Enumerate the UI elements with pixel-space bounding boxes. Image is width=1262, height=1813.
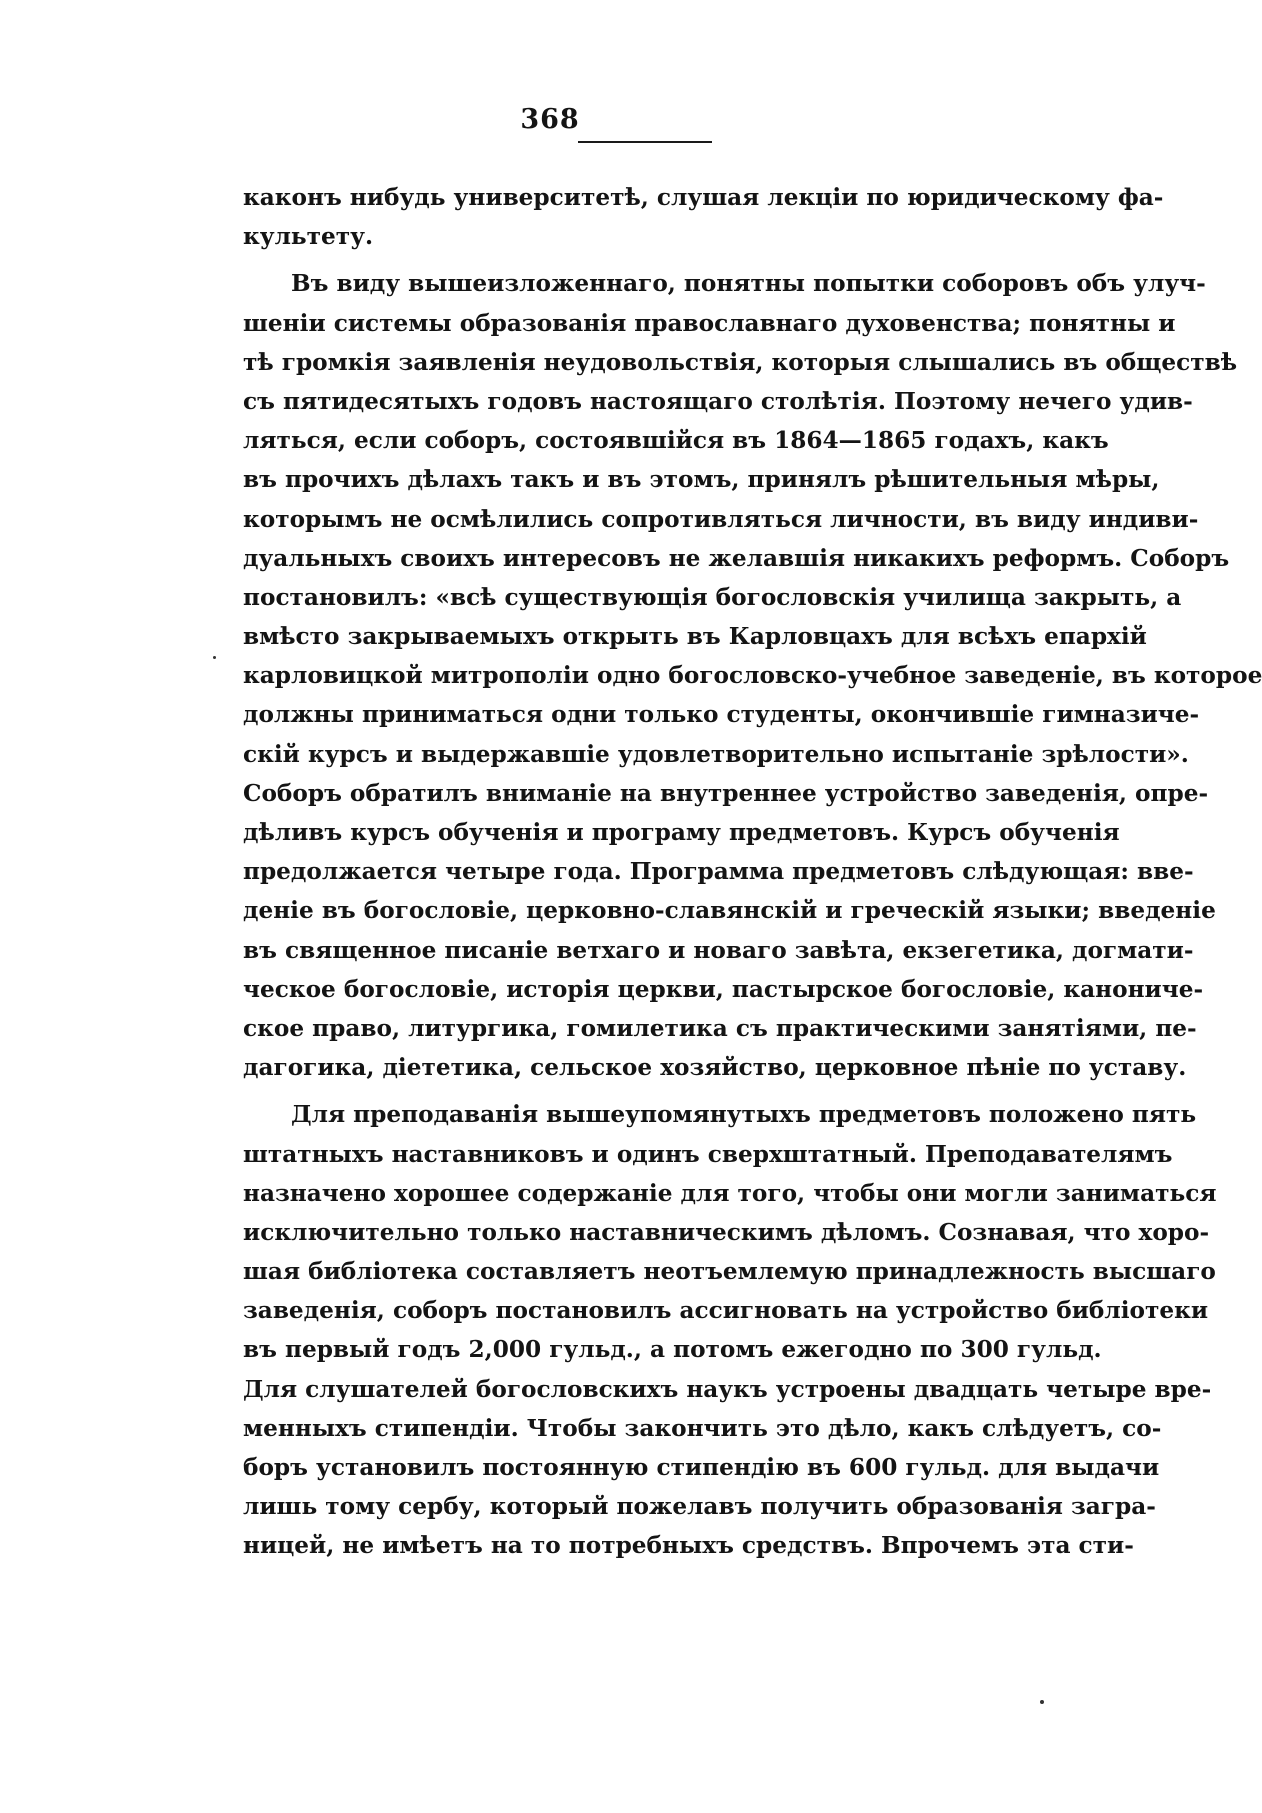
text-line: Для слушателей богословскихъ наукъ устроены двадцать четыре вре- <box>243 1375 1212 1403</box>
text-line: каконъ нибудь университетѣ, слушая лекціи по юридическому фа- <box>243 184 1164 211</box>
text-line: назначено хорошее содержаніе для того, чтобы они могли заниматься <box>243 1179 1217 1207</box>
text-line: дуальныхъ своихъ интересовъ не желавшія никакихъ реформъ. Соборъ <box>243 544 1230 572</box>
text-line: ляться, если соборъ, состоявшійся въ 1864—1865 годахъ, какъ <box>243 427 1109 455</box>
text-line: ское право, литургика, гомилетика съ практическими занятіями, пе- <box>243 1014 1197 1042</box>
text-line: карловицкой митрополіи одно богословско-учебное заведеніе, въ которое <box>243 662 1262 690</box>
text-line: исключительно только наставническимъ дѣломъ. Сознавая, что хоро- <box>243 1218 1210 1246</box>
paragraph-3 <box>243 1095 1217 1565</box>
text-line: Для преподаванія вышеупомянутыхъ предметовъ положено пять <box>291 1101 1197 1129</box>
paragraph-1 <box>243 178 1164 256</box>
text-line: ческое богословіе, исторія церкви, пастырское богословіе, канониче- <box>243 975 1204 1003</box>
text-line: въ прочихъ дѣлахъ такъ и въ этомъ, принялъ рѣшительныя мѣры, <box>243 466 1160 494</box>
text-line: дѣливъ курсъ обученія и програму предметовъ. Курсъ обученія <box>243 819 1120 846</box>
paragraph-2 <box>243 264 1262 1087</box>
text-line: шеніи системы образованія православнаго духовенства; понятны и <box>243 309 1176 337</box>
text-line: Соборъ обратилъ вниманіе на внутреннее устройство заведенія, опре- <box>243 779 1209 807</box>
text-line: которымъ не осмѣлились сопротивляться личности, въ виду индиви- <box>243 505 1199 533</box>
text-line: скій курсъ и выдержавшіе удовлетворительно испытаніе зрѣлости». <box>243 740 1189 768</box>
text-line: ницей, не имѣетъ на то потребныхъ средствъ. Впрочемъ эта сти- <box>243 1532 1134 1560</box>
text-line: вмѣсто закрываемыхъ открыть въ Карловцахъ для всѣхъ епархій <box>243 623 1147 651</box>
text-line: въ первый годъ 2,000 гульд., а потомъ ежегодно по 300 гульд. <box>243 1336 1102 1364</box>
text-line: менныхъ стипендіи. Чтобы закончить это дѣло, какъ слѣдуетъ, со- <box>243 1414 1162 1442</box>
text-line: культету. <box>243 223 374 251</box>
text-line: дагогика, діететика, сельское хозяйство, церковное пѣніе по уставу. <box>243 1054 1187 1082</box>
text-line: предолжается четыре года. Программа предметовъ слѣдующая: вве- <box>243 858 1194 886</box>
text-line: въ священное писаніе ветхаго и новаго завѣта, екзегетика, догмати- <box>243 936 1194 964</box>
header-rule <box>578 141 712 143</box>
body-text <box>243 178 1262 1566</box>
scan-speck <box>213 656 216 659</box>
text-line: шая библіотека составляетъ неотъемлемую принадлежность высшаго <box>243 1258 1216 1286</box>
text-line: съ пятидесятыхъ годовъ настоящаго столѣтія. Поэтому нечего удив- <box>243 387 1193 415</box>
text-line: штатныхъ наставниковъ и одинъ сверхштатный. Преподавателямъ <box>243 1140 1173 1168</box>
text-line: тѣ громкія заявленія неудовольствія, которыя слышались въ обществѣ <box>243 348 1237 376</box>
text-line: заведенія, соборъ постановилъ ассигновать на устройство библіотеки <box>243 1297 1209 1325</box>
text-line: постановилъ: «всѣ существующія богословскія училища закрыть, а <box>243 583 1182 611</box>
text-line: деніе въ богословіе, церковно-славянскій и греческій языки; введеніе <box>243 897 1216 925</box>
text-line: боръ установилъ постоянную стипендію въ 600 гульд. для выдачи <box>243 1454 1160 1481</box>
scan-speck <box>1040 1700 1044 1704</box>
text-line: лишь тому сербу, который пожелавъ получить образованія загра- <box>243 1493 1156 1521</box>
text-line: должны приниматься одни только студенты, окончившіе гимназиче- <box>243 701 1200 729</box>
text-line: Въ виду вышеизложеннаго, понятны попытки соборовъ объ улуч- <box>291 270 1206 298</box>
page-number: 368 <box>520 104 580 135</box>
